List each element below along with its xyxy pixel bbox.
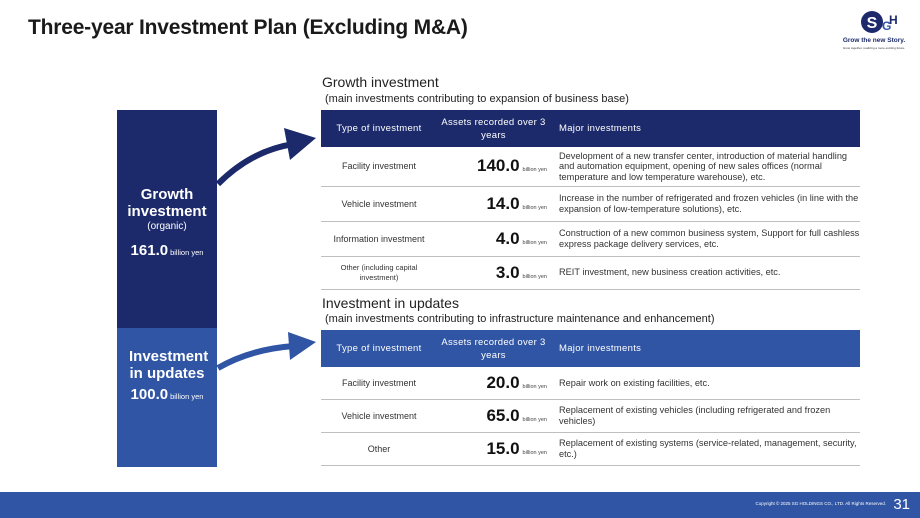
desc-cell: Replacement of existing vehicles (including refrigerated and frozen vehicles) <box>550 399 860 432</box>
page-title: Three-year Investment Plan (Excluding M&A) <box>28 16 468 39</box>
value-cell: 20.0 billion yen <box>437 367 550 399</box>
table-row <box>321 367 860 399</box>
updates-section-title: Investment in updates <box>322 295 459 311</box>
table-row <box>321 186 860 221</box>
updates-section-subtitle: (main investments contributing to infrastructure maintenance and enhancement) <box>325 313 715 325</box>
company-logo <box>838 4 910 62</box>
svg-text:G: G <box>882 19 892 33</box>
growth-section-subtitle: (main investments contributing to expansion of business base) <box>325 93 629 105</box>
value-cell: 65.0 billion yen <box>437 399 550 432</box>
growth-summary-sub: (organic) <box>147 221 187 232</box>
value-cell: 140.0 billion yen <box>437 147 550 186</box>
sgh-logo-icon <box>860 6 900 38</box>
table-row <box>321 399 860 432</box>
svg-text:S: S <box>866 15 878 32</box>
header-assets: Assets recorded over 3 years <box>437 330 550 367</box>
footer-bar <box>0 492 920 518</box>
header-major: Major investments <box>550 330 860 367</box>
header-assets: Assets recorded over 3 years <box>437 110 550 147</box>
value-cell: 15.0 billion yen <box>437 432 550 465</box>
type-cell: Other (including capital investment) <box>321 256 437 289</box>
type-cell: Vehicle investment <box>321 399 437 432</box>
table-header-row <box>321 110 860 147</box>
table-header-row <box>321 330 860 367</box>
table-row <box>321 221 860 256</box>
type-cell: Information investment <box>321 221 437 256</box>
updates-summary-value: 100.0 billion yen <box>130 386 204 403</box>
table-row <box>321 432 860 465</box>
type-cell: Facility investment <box>321 147 437 186</box>
desc-cell: Construction of a new common business system, Support for full cashless express package delivery services, etc. <box>550 221 860 256</box>
desc-cell: Replacement of existing systems (service-related, management, security, etc.) <box>550 432 860 465</box>
desc-cell: REIT investment, new business creation activities, etc. <box>550 256 860 289</box>
value-cell: 4.0 billion yen <box>437 221 550 256</box>
type-cell: Other <box>321 432 437 465</box>
growth-investment-table <box>321 110 860 290</box>
logo-tagline: Grow the new Story. <box>842 37 906 44</box>
updates-arrow-icon <box>212 326 322 376</box>
header-type: Type of investment <box>321 110 437 147</box>
updates-summary-box <box>117 328 217 467</box>
type-cell: Facility investment <box>321 367 437 399</box>
growth-summary-value: 161.0 billion yen <box>130 242 204 259</box>
desc-cell: Increase in the number of refrigerated and frozen vehicles (in line with the expansion of low-temperature solutions), etc. <box>550 186 860 221</box>
desc-cell: Development of a new transfer center, introduction of material handling and automation equipment, opening of new sales offices (normal temperature and low temperature warehouse), etc. <box>550 147 860 186</box>
growth-arrow-icon <box>212 110 322 190</box>
header-type: Type of investment <box>321 330 437 367</box>
table-row <box>321 256 860 289</box>
header-major: Major investments <box>550 110 860 147</box>
updates-summary-title: Investment in updates <box>129 348 209 382</box>
table-row <box>321 147 860 186</box>
svg-text:H: H <box>889 13 898 27</box>
page-number: 31 <box>893 496 910 513</box>
value-cell: 14.0 billion yen <box>437 186 550 221</box>
growth-section-title: Growth investment <box>322 74 439 90</box>
desc-cell: Repair work on existing facilities, etc. <box>550 367 860 399</box>
copyright: Copyright © 2025 SG HOLDINGS CO., LTD. All Rights Reserved. <box>755 501 886 506</box>
value-cell: 3.0 billion yen <box>437 256 550 289</box>
updates-investment-table <box>321 330 860 466</box>
growth-summary-box <box>117 110 217 328</box>
growth-summary-title: Growth investment <box>127 186 207 220</box>
type-cell: Vehicle investment <box>321 186 437 221</box>
logo-subline: Grow together, realizing a more exciting future. <box>842 46 906 50</box>
